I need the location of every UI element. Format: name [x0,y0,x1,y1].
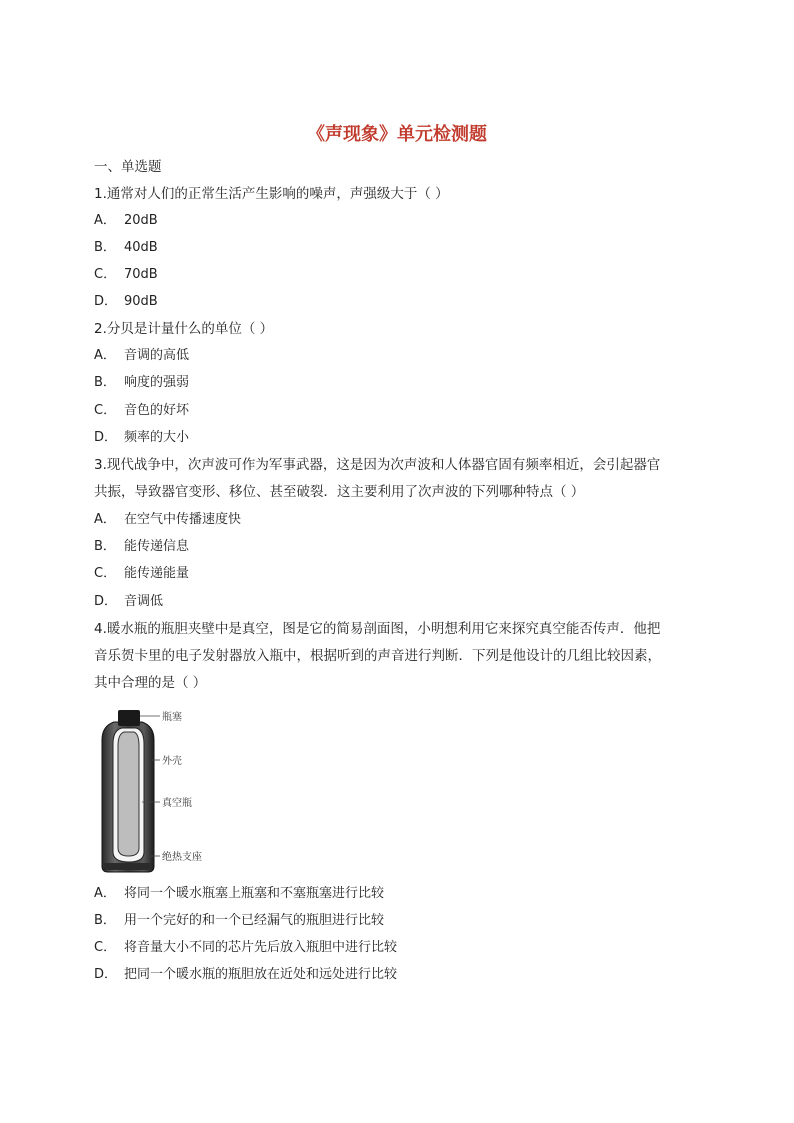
question-4-stem-line-3: 其中合理的是（ ） [94,675,207,691]
question-2-option-b: B． 响度的强弱 [94,375,190,390]
question-4-option-c: C． 将音量大小不同的芯片先后放入瓶胆中进行比较 [94,940,398,955]
question-1-stem: 1.通常对人们的正常生活产生影响的噪声，声强级大于（ ） [94,186,449,202]
question-1-option-c: C． 70dB [94,267,158,282]
question-2-option-a: A． 音调的高低 [94,348,190,363]
question-3-option-a: A． 在空气中传播速度快 [94,512,242,527]
question-2-stem: 2.分贝是计量什么的单位（ ） [94,321,274,337]
question-4-option-b: B． 用一个完好的和一个已经漏气的瓶胆进行比较 [94,913,385,928]
question-3-option-b: B． 能传递信息 [94,539,190,554]
label-stopper: 瓶塞 [162,712,182,723]
thermos-insulating-base [104,863,152,870]
question-1-option-b: B． 40dB [94,240,158,255]
page-title: 《声现象》单元检测题 [307,124,487,145]
thermos-inner-bottle [118,732,139,856]
question-4-stem-line-2: 音乐贺卡里的电子发射器放入瓶中，根据听到的声音进行判断．下列是他设计的几组比较因素， [94,648,661,664]
label-vacuum-bottle: 真空瓶 [162,798,192,809]
question-3-stem-line-2: 共振，导致器官变形、移位、甚至破裂．这主要利用了次声波的下列哪种特点（ ） [94,484,585,500]
question-2-option-d: D． 频率的大小 [94,430,190,445]
question-4-option-d: D． 把同一个暖水瓶的瓶胆放在近处和远处进行比较 [94,967,398,982]
question-4-stem-line-1: 4.暖水瓶的瓶胆夹壁中是真空，图是它的简易剖面图，小明想利用它来探究真空能否传声．他把 [94,621,661,637]
question-4-option-a: A． 将同一个暖水瓶塞上瓶塞和不塞瓶塞进行比较 [94,886,385,901]
thermos-diagram [96,706,266,876]
question-3-option-d: D． 音调低 [94,594,164,609]
question-2-option-c: C． 音色的好坏 [94,403,190,418]
question-1-option-a: A． 20dB [94,213,158,228]
thermos-stopper [118,710,140,726]
label-insulating-base: 绝热支座 [162,852,202,863]
question-3-stem-line-1: 3.现代战争中，次声波可作为军事武器，这是因为次声波和人体器官固有频率相近，会引起器官 [94,457,661,473]
question-1-option-d: D． 90dB [94,294,158,309]
label-outer-shell: 外壳 [162,756,182,767]
section-heading: 一、单选题 [94,159,162,175]
question-3-option-c: C． 能传递能量 [94,566,190,581]
